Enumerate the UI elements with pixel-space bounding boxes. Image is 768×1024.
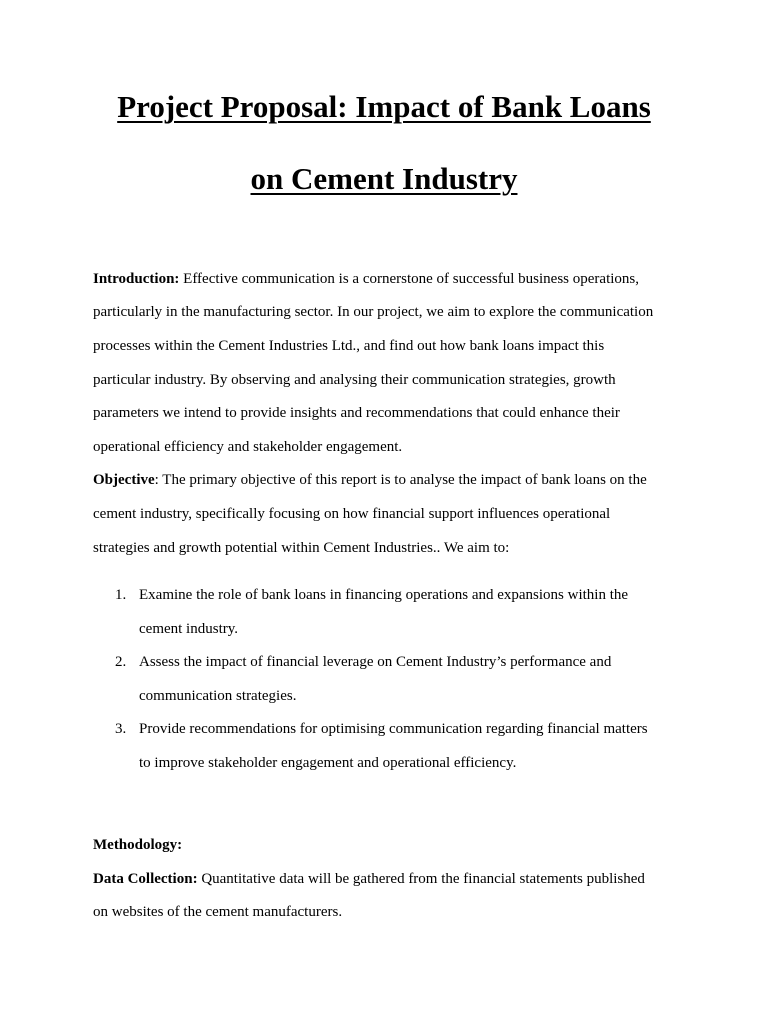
- introduction-text: Effective communication is a cornerstone of successful business operations,: [179, 271, 640, 287]
- list-item-text: Examine the role of bank loans in financing operations and expansions within the: [139, 587, 629, 603]
- introduction-line-6: operational efficiency and stakeholder engagement.: [93, 439, 403, 455]
- list-item-number: 1.: [115, 587, 127, 603]
- introduction-line-2: particularly in the manufacturing sector. In our project, we aim to explore the communication: [93, 304, 654, 320]
- document-title-line-1: Project Proposal: Impact of Bank Loans: [117, 89, 651, 124]
- methodology-heading: Methodology:: [93, 837, 183, 853]
- list-item-number: 2.: [115, 654, 127, 670]
- data-collection-text: Quantitative data will be gathered from the financial statements published: [197, 871, 645, 887]
- data-collection-line-2: on websites of the cement manufacturers.: [93, 904, 343, 920]
- list-item-text: communication strategies.: [139, 688, 297, 704]
- introduction-line-4: particular industry. By observing and analysing their communication strategies, growth: [93, 372, 616, 388]
- introduction-line-1: [93, 272, 639, 287]
- data-collection-line-1: [93, 872, 645, 887]
- list-item-number: 3.: [115, 721, 127, 737]
- list-item-text: cement industry.: [139, 621, 239, 637]
- objective-text: : The primary objective of this report is to analyse the impact of bank loans on the: [154, 472, 647, 488]
- objective-label: Objective: [93, 472, 155, 488]
- introduction-label: Introduction:: [93, 271, 180, 287]
- objective-line-1: [93, 473, 647, 488]
- introduction-line-3: processes within the Cement Industries Ltd., and find out how bank loans impact this: [93, 338, 605, 354]
- list-item-text: to improve stakeholder engagement and operational efficiency.: [139, 755, 517, 771]
- objective-line-2: cement industry, specifically focusing on how financial support influences operational: [93, 506, 611, 522]
- list-item-text: Assess the impact of financial leverage on Cement Industry’s performance and: [139, 654, 612, 670]
- objective-line-3: strategies and growth potential within Cement Industries.. We aim to:: [93, 540, 510, 556]
- introduction-line-5: parameters we intend to provide insights and recommendations that could enhance their: [93, 405, 620, 421]
- data-collection-label: Data Collection:: [93, 871, 198, 887]
- list-item-text: Provide recommendations for optimising communication regarding financial matters: [139, 721, 648, 737]
- document-title-line-2: on Cement Industry: [250, 161, 518, 196]
